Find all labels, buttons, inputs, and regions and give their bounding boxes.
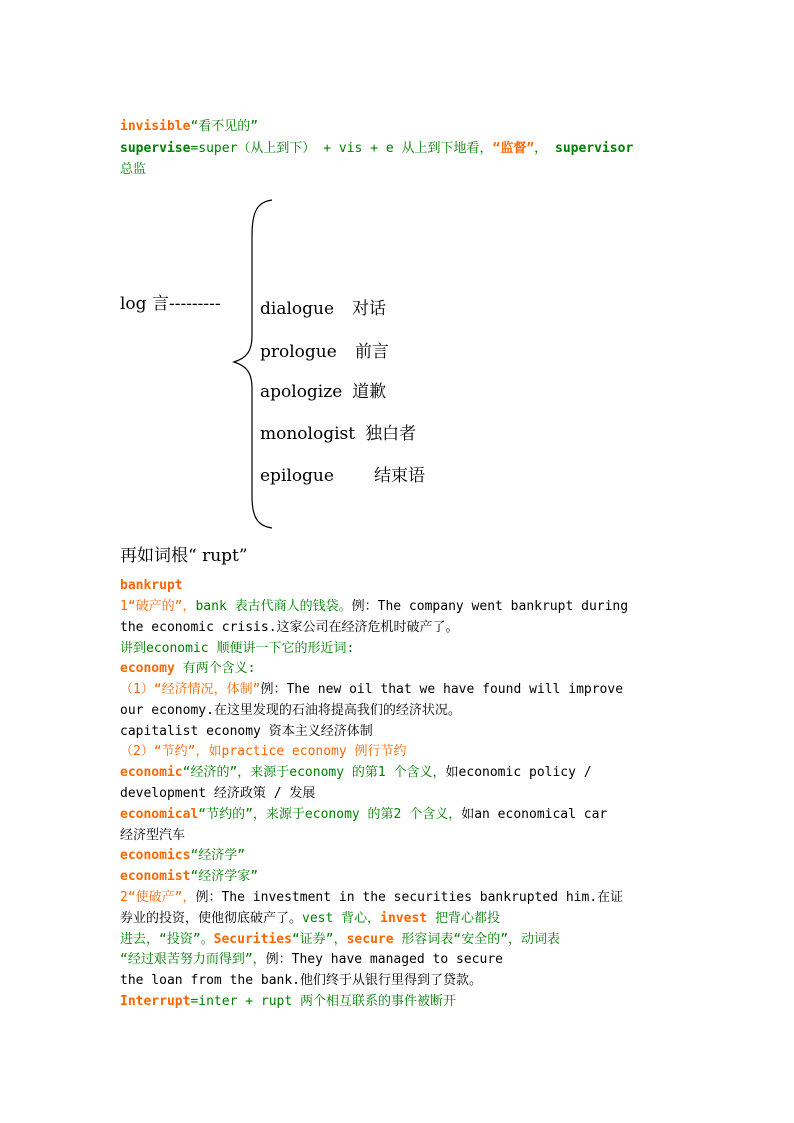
word-supervise: supervise xyxy=(120,141,191,156)
log-item-monologist xyxy=(260,419,416,444)
bankrupt-meaning-1 xyxy=(120,597,628,617)
example-sentence: 例：The investment in the securities bankrupted him.在证 xyxy=(195,890,624,905)
invisible-line xyxy=(120,117,258,137)
economic-transition: 讲到economic 顺便讲一下它的形近词: xyxy=(120,641,355,656)
economist-meaning: “经济学家” xyxy=(190,869,259,884)
capitalist-economy: capitalist economy 资本主义经济体制 xyxy=(120,724,373,739)
economy-intro: 有两个含义: xyxy=(174,661,256,676)
log-item-cn: 前言 xyxy=(354,342,389,362)
securities-meaning: “证券”， xyxy=(291,932,347,947)
supervisor-meaning: 总监 xyxy=(120,162,147,177)
word-bankrupt: bankrupt xyxy=(120,578,183,593)
invest-meaning: 进去，“投资”。 xyxy=(120,932,214,947)
supervise-meaning: “监督” xyxy=(492,141,535,156)
secure-example: the loan from the bank.他们终于从银行里得到了贷款。 xyxy=(120,973,483,988)
example-sentence: 例：The new oil that we have found will improve xyxy=(260,682,624,697)
bankrupt-example-2: the economic crisis.这家公司在经济危机时破产了。 xyxy=(120,620,459,635)
word-economist: economist xyxy=(120,869,191,884)
interrupt-etymology: =inter + rupt 两个相互联系的事件被断开 xyxy=(190,994,457,1009)
economical-line xyxy=(120,805,607,825)
log-item-cn: 对话 xyxy=(352,299,387,319)
log-item-cn: 独白者 xyxy=(365,424,417,444)
economic-example-2: development 经济政策 / 发展 xyxy=(120,786,316,801)
word-economical: economical xyxy=(120,807,199,822)
log-item-apologize xyxy=(260,377,386,402)
secure-line xyxy=(120,950,503,970)
secure-verb-meaning: “经过艰苦努力而得到”， xyxy=(120,952,266,967)
word-economic: economic xyxy=(120,765,183,780)
separator: ， xyxy=(534,141,548,156)
log-item-epilogue xyxy=(260,461,425,486)
supervise-line xyxy=(120,139,633,159)
log-item-cn: 结束语 xyxy=(373,466,425,486)
invisible-meaning: “看不见的” xyxy=(190,119,259,134)
economics-line xyxy=(120,846,245,866)
interrupt-line xyxy=(120,992,456,1012)
example-translation: 券业的投资，使他彻底破产了。 xyxy=(120,911,303,926)
example-sentence: 例：They have managed to secure xyxy=(265,952,503,967)
example-sentence: 例：The company went bankrupt during xyxy=(351,599,629,614)
word-invisible: invisible xyxy=(120,119,191,134)
log-item-prologue xyxy=(260,337,389,362)
word-securities: Securities xyxy=(213,932,292,947)
economy-meaning-2: （2）“节约”，如practice economy 例行节约 xyxy=(120,744,407,759)
economy-meaning-1 xyxy=(120,680,623,700)
economy-sense-1: （1）“经济情况，体制” xyxy=(120,682,261,697)
economical-example-2: 经济型汽车 xyxy=(120,828,186,843)
economy-line xyxy=(120,659,255,679)
log-item-cn: 道歉 xyxy=(352,382,387,402)
log-item-en: prologue xyxy=(260,342,337,362)
economical-example: 如an economical car xyxy=(461,807,608,822)
economics-meaning: “经济学” xyxy=(190,848,246,863)
economist-line xyxy=(120,867,258,887)
secure-meaning: 形容词表“安全的”，动词表 xyxy=(393,932,561,947)
rupt-heading: 再如词根“ rupt” xyxy=(120,546,248,566)
bankrupt-sense-2: 2“使破产”， xyxy=(120,890,196,905)
word-interrupt: Interrupt xyxy=(120,994,191,1009)
log-item-en: monologist xyxy=(260,424,356,444)
invest-line xyxy=(120,909,500,929)
bankrupt-meaning-2 xyxy=(120,888,623,908)
bankrupt-origin: bank 表古代商人的钱袋。 xyxy=(195,599,352,614)
economic-line xyxy=(120,763,592,783)
word-secure: secure xyxy=(346,932,394,947)
economy-example: our economy.在这里发现的石油将提高我们的经济状况。 xyxy=(120,703,461,718)
bankrupt-sense-1: 1“破产的”， xyxy=(120,599,196,614)
log-root: log 言--------- xyxy=(120,294,221,314)
log-item-en: apologize xyxy=(260,382,343,402)
log-item-en: dialogue xyxy=(260,299,335,319)
word-economy: economy xyxy=(120,661,175,676)
word-supervisor: supervisor xyxy=(555,141,634,156)
vest-note: vest 背心， xyxy=(302,911,381,926)
word-economics: economics xyxy=(120,848,191,863)
supervise-etymology: =super（从上到下） + vis + e 从上到下地看， xyxy=(190,141,493,156)
economic-example: 如economic policy / xyxy=(445,765,592,780)
economical-meaning: “节约的”，来源于economy 的第2 个含义， xyxy=(198,807,462,822)
word-invest: invest xyxy=(380,911,428,926)
invest-note: 把背心都投 xyxy=(427,911,500,926)
securities-line xyxy=(120,930,560,950)
log-item-dialogue xyxy=(260,294,386,319)
log-item-en: epilogue xyxy=(260,466,334,486)
economic-meaning: “经济的”，来源于economy 的第1 个含义， xyxy=(182,765,446,780)
